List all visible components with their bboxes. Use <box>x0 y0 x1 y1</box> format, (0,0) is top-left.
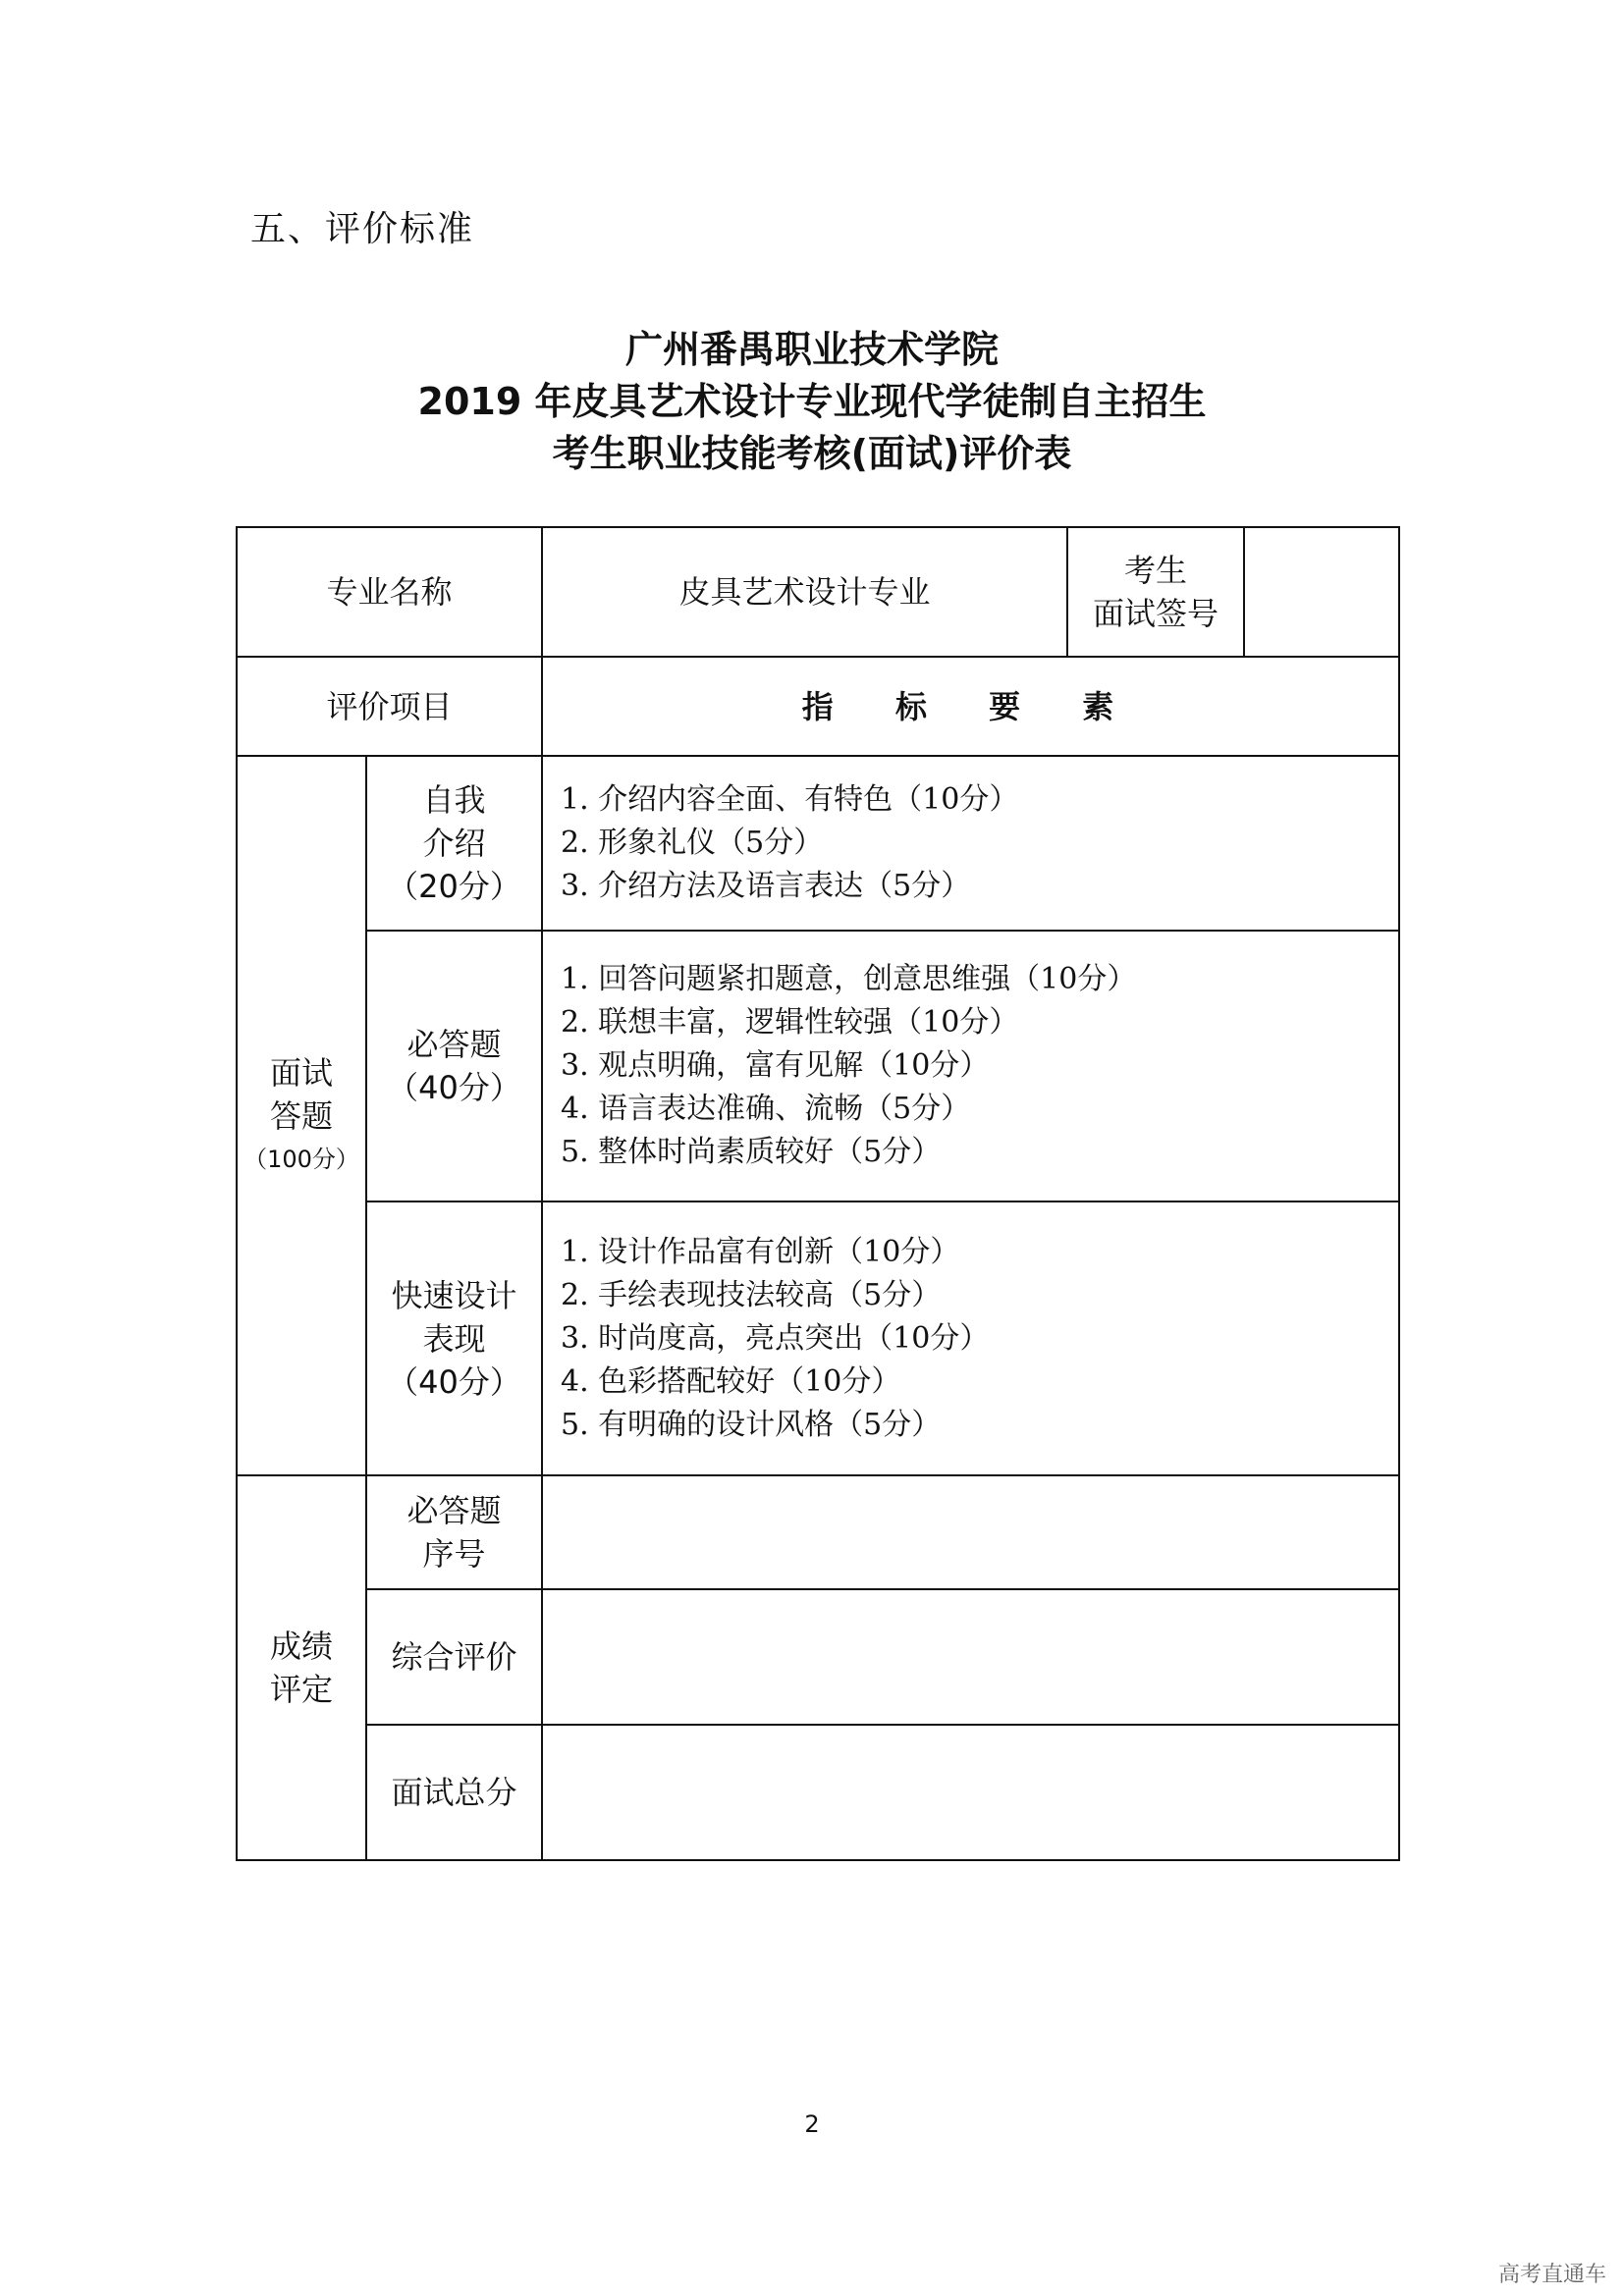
grade-group-line2: 评定 <box>269 1671 333 1708</box>
table-row <box>237 1725 1399 1860</box>
criteria-item: 3. 时尚度高，亮点突出（10分） <box>561 1320 990 1356</box>
criteria-item: 2. 手绘表现技法较高（5分） <box>561 1277 942 1312</box>
candidate-sign-label-line2: 面试签号 <box>1093 595 1219 632</box>
required-no-line1: 必答题 <box>406 1492 502 1529</box>
interview-group-line3: （100分） <box>244 1145 359 1173</box>
table-row <box>237 1475 1399 1589</box>
criteria-item: 5. 有明确的设计风格（5分） <box>561 1407 942 1442</box>
quick-design-criteria <box>542 1201 1399 1475</box>
criteria-item: 4. 色彩搭配较好（10分） <box>561 1363 901 1399</box>
title-form: 考生职业技能考核(面试)评价表 <box>552 432 1072 475</box>
criteria-item: 1. 回答问题紧扣题意，创意思维强（10分） <box>561 962 1137 996</box>
table-row <box>237 756 1399 931</box>
interview-group-label <box>237 756 366 1475</box>
candidate-sign-label-line1: 考生 <box>1124 552 1188 589</box>
self-intro-label <box>366 756 542 931</box>
required-line2: （40分） <box>387 1069 521 1106</box>
page-number: 2 <box>804 2110 820 2138</box>
required-label <box>366 931 542 1201</box>
overall-eval-label: 综合评价 <box>366 1589 542 1725</box>
self-intro-criteria <box>542 756 1399 931</box>
quick-design-label <box>366 1201 542 1475</box>
watermark: 高考直通车 <box>1497 2263 1606 2287</box>
table-row <box>237 1589 1399 1725</box>
total-score-label: 面试总分 <box>366 1725 542 1860</box>
quick-design-line2: 表现 <box>422 1319 486 1358</box>
major-value: 皮具艺术设计专业 <box>542 527 1067 657</box>
table-row <box>237 527 1399 657</box>
criteria-item: 2. 联想丰富，逻辑性较强（10分） <box>561 1005 1019 1040</box>
title-school: 广州番禺职业技术学院 <box>624 328 999 371</box>
required-no-label <box>366 1475 542 1589</box>
overall-eval-value[interactable] <box>542 1589 1399 1725</box>
self-intro-line1: 自我 <box>422 781 486 819</box>
candidate-sign-value[interactable] <box>1244 527 1399 657</box>
indicator-label: 指 标 要 素 <box>542 657 1399 756</box>
candidate-sign-label <box>1067 527 1244 657</box>
criteria-item: 5. 整体时尚素质较好（5分） <box>561 1135 942 1169</box>
criteria-item: 4. 语言表达准确、流畅（5分） <box>561 1092 971 1126</box>
total-score-value[interactable] <box>542 1725 1399 1860</box>
criteria-item: 2. 形象礼仪（5分） <box>561 826 824 860</box>
required-criteria <box>542 931 1399 1201</box>
criteria-item: 1. 介绍内容全面、有特色（10分） <box>561 782 1019 817</box>
grade-group-line1: 成绩 <box>269 1628 333 1665</box>
self-intro-line2: 介绍 <box>422 825 486 862</box>
quick-design-line3: （40分） <box>387 1362 521 1401</box>
title-program: 2019 年皮具艺术设计专业现代学徒制自主招生 <box>417 380 1207 423</box>
interview-group-line2: 答题 <box>269 1096 333 1135</box>
quick-design-line1: 快速设计 <box>391 1276 517 1314</box>
self-intro-line3: （20分） <box>387 868 521 905</box>
table-row <box>237 1201 1399 1475</box>
table-row <box>237 931 1399 1201</box>
interview-group-line1: 面试 <box>269 1053 333 1092</box>
evaluation-table <box>236 526 1400 1861</box>
required-no-value[interactable] <box>542 1475 1399 1589</box>
item-label: 评价项目 <box>237 657 542 756</box>
required-line1: 必答题 <box>406 1026 502 1063</box>
required-no-line2: 序号 <box>422 1535 486 1573</box>
table-row <box>237 657 1399 756</box>
criteria-item: 3. 介绍方法及语言表达（5分） <box>561 869 971 903</box>
grade-group-label <box>237 1475 366 1860</box>
criteria-item: 1. 设计作品富有创新（10分） <box>561 1234 960 1269</box>
major-label: 专业名称 <box>237 527 542 657</box>
section-heading: 五、评价标准 <box>250 209 475 249</box>
criteria-item: 3. 观点明确，富有见解（10分） <box>561 1048 990 1083</box>
